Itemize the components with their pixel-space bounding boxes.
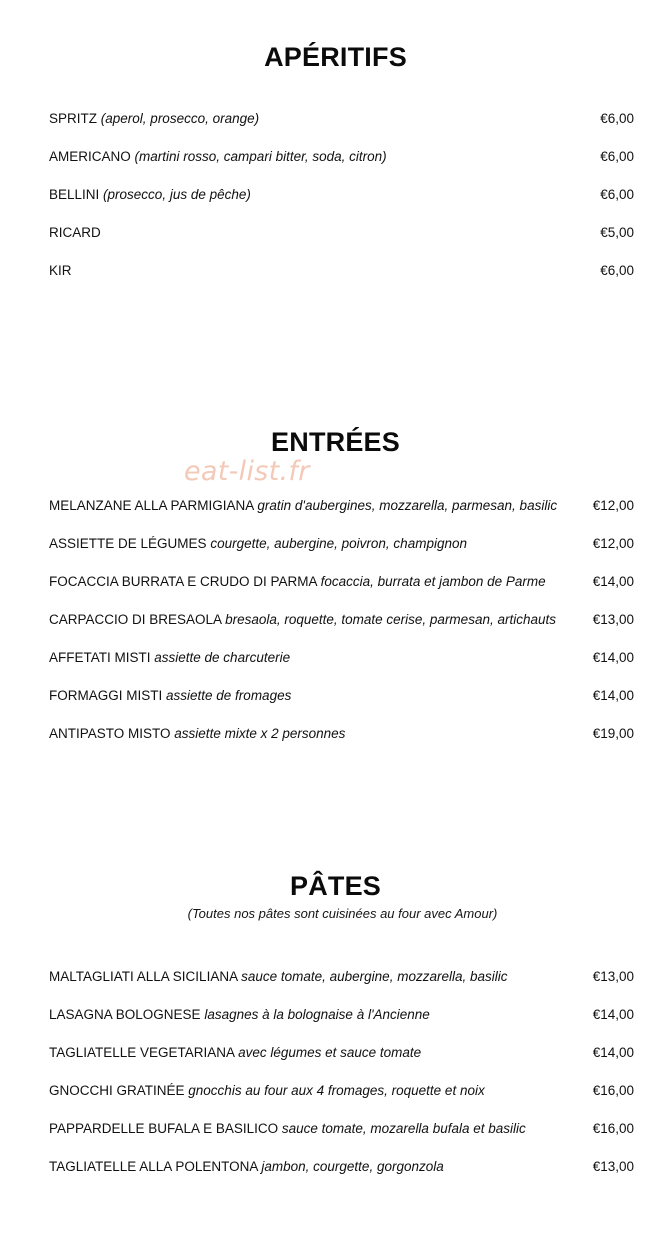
menu-item-price: €6,00 [600, 263, 634, 278]
menu-item-text [49, 1044, 421, 1062]
menu-item-description: gratin d'aubergines, mozzarella, parmesan, basilic [257, 498, 558, 513]
menu-item [0, 968, 671, 1006]
menu-item-description: focaccia, burrata et jambon de Parme [320, 574, 546, 589]
menu-item [0, 1082, 671, 1120]
menu-item-price: €13,00 [592, 1159, 634, 1174]
menu-item-name: AFFETATI MISTI [49, 650, 151, 665]
menu-item-description: (aperol, prosecco, orange) [100, 111, 260, 126]
menu-item-description: sauce tomate, mozarella bufala et basilic [281, 1121, 526, 1136]
menu-item-description: jambon, courgette, gorgonzola [261, 1159, 444, 1174]
menu-item-price: €12,00 [592, 536, 634, 551]
menu-item-text [49, 1158, 444, 1176]
menu-item-description: bresaola, roquette, tomate cerise, parmesan, artichauts [225, 612, 556, 627]
menu-item-description: (prosecco, jus de pêche) [103, 187, 251, 202]
menu-item-price: €16,00 [592, 1121, 634, 1136]
menu-item [0, 186, 671, 224]
menu-item [0, 573, 671, 611]
menu-item-description: courgette, aubergine, poivron, champignon [210, 536, 467, 551]
menu-item-price: €14,00 [592, 1045, 634, 1060]
menu-item-text [49, 1006, 430, 1024]
menu-item-name: LASAGNA BOLOGNESE [49, 1007, 201, 1022]
menu-item-price: €5,00 [600, 225, 634, 240]
menu-item [0, 725, 671, 763]
menu-item-name: BELLINI [49, 187, 100, 202]
menu-item [0, 148, 671, 186]
menu-item [0, 1044, 671, 1082]
menu-item-text [49, 148, 387, 166]
menu-item-text [49, 110, 259, 128]
menu-item-text [49, 497, 557, 515]
menu-item-name: FORMAGGI MISTI [49, 688, 163, 703]
section-title-aperitifs: APÉRITIFS [264, 42, 407, 72]
menu-item-name: CARPACCIO DI BRESAOLA [49, 612, 222, 627]
menu-item-price: €13,00 [592, 612, 634, 627]
menu-item-name: PAPPARDELLE BUFALA E BASILICO [49, 1121, 279, 1136]
menu-item-description: avec légumes et sauce tomate [238, 1045, 422, 1060]
menu-item-text [49, 725, 345, 743]
menu-item-text [49, 535, 467, 553]
menu-item-name: FOCACCIA BURRATA E CRUDO DI PARMA [49, 574, 317, 589]
menu-item-text [49, 968, 507, 986]
menu-item-name: TAGLIATELLE VEGETARIANA [49, 1045, 235, 1060]
menu-item-name: MALTAGLIATI ALLA SICILIANA [49, 969, 238, 984]
menu-item [0, 535, 671, 573]
menu-item [0, 611, 671, 649]
menu-item-description: gnocchis au four aux 4 fromages, roquette et noix [188, 1083, 485, 1098]
menu-item-text [49, 649, 290, 667]
menu-item-price: €16,00 [592, 1083, 634, 1098]
menu-item-price: €6,00 [600, 111, 634, 126]
menu-item-text [49, 573, 546, 591]
menu-item-price: €12,00 [592, 498, 634, 513]
section-subtitle-pates: (Toutes nos pâtes sont cuisinées au four avec Amour) [187, 906, 498, 921]
menu-item-name: RICARD [49, 225, 101, 240]
aperitifs-list [0, 110, 671, 300]
menu-item-name: SPRITZ [49, 111, 98, 126]
menu-item-name: ANTIPASTO MISTO [49, 726, 171, 741]
menu-item-price: €14,00 [592, 688, 634, 703]
menu-item-price: €13,00 [592, 969, 634, 984]
menu-item-price: €19,00 [592, 726, 634, 741]
menu-item-text [49, 224, 101, 242]
menu-item [0, 110, 671, 148]
menu-item-name: AMERICANO [49, 149, 131, 164]
menu-item-text [49, 262, 72, 280]
menu-item-text [49, 186, 251, 204]
menu-item-name: MELANZANE ALLA PARMIGIANA [49, 498, 254, 513]
menu-item [0, 1120, 671, 1158]
menu-item [0, 1006, 671, 1044]
section-title-entrees: ENTRÉES [271, 427, 400, 457]
menu-item-name: GNOCCHI GRATINÉE [49, 1083, 185, 1098]
menu-item-price: €6,00 [600, 187, 634, 202]
menu-item-text [49, 1082, 485, 1100]
menu-item-description: assiette de fromages [166, 688, 292, 703]
menu-item-description: assiette mixte x 2 personnes [174, 726, 346, 741]
menu-item-price: €14,00 [592, 574, 634, 589]
menu-item-text [49, 687, 291, 705]
menu-item-price: €14,00 [592, 1007, 634, 1022]
menu-item-name: KIR [49, 263, 72, 278]
menu-item [0, 224, 671, 262]
menu-item-description: lasagnes à la bolognaise à l'Ancienne [204, 1007, 430, 1022]
menu-item [0, 687, 671, 725]
menu-item-description: (martini rosso, campari bitter, soda, citron) [134, 149, 387, 164]
menu-item-price: €14,00 [592, 650, 634, 665]
pates-list [0, 968, 671, 1196]
menu-item-price: €6,00 [600, 149, 634, 164]
watermark-logo: eat-list.fr [184, 456, 310, 487]
menu-item-description: assiette de charcuterie [154, 650, 291, 665]
menu-item-name: TAGLIATELLE ALLA POLENTONA [49, 1159, 258, 1174]
menu-item-text [49, 611, 556, 629]
menu-item [0, 262, 671, 300]
entrees-list [0, 497, 671, 763]
menu-item-text [49, 1120, 526, 1138]
section-title-pates: PÂTES [289, 871, 382, 901]
menu-item-description: sauce tomate, aubergine, mozzarella, basilic [241, 969, 508, 984]
menu-item [0, 1158, 671, 1196]
menu-item [0, 497, 671, 535]
menu-item [0, 649, 671, 687]
menu-item-name: ASSIETTE DE LÉGUMES [49, 536, 207, 551]
